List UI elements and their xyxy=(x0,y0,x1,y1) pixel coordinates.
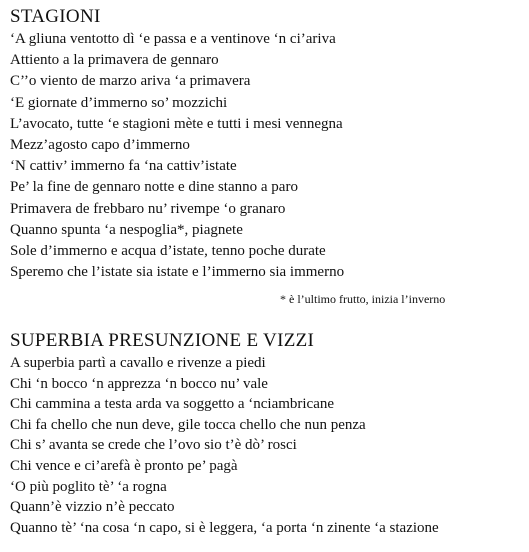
proverb-line: Chi vence e ci’arefà è pronto pe’ pagà xyxy=(10,457,238,474)
proverb-line: ‘O più poglito tè’ ‘a rogna xyxy=(10,478,167,495)
proverb-line: Quann’è vizzio n’è peccato xyxy=(10,499,175,516)
proverb-line: Chi s’ avanta se crede che l’ovo sio t’è dò’ rosci xyxy=(10,437,297,454)
proverb-line: Attiento a la primavera de gennaro xyxy=(10,52,219,69)
proverb-line: Speremo che l’istate sia istate e l’immerno sia immerno xyxy=(10,264,345,281)
section-title: STAGIONI xyxy=(10,6,101,27)
proverb-line: Pe’ la fine de gennaro notte e dine stanno a paro xyxy=(10,179,298,196)
proverb-line: Chi ‘n bocco ‘n apprezza ‘n bocco nu’ vale xyxy=(10,375,268,392)
proverb-line: Mezz’agosto capo d’immerno xyxy=(10,137,190,154)
section-superbia xyxy=(10,330,522,538)
proverb-line: C’’o viento de marzo ariva ‘a primavera xyxy=(10,73,251,90)
proverb-line: A superbia partì a cavallo e rivenze a piedi xyxy=(10,355,266,371)
proverb-line: ‘A gliuna ventotto dì ‘e passa e a ventinove ‘n ci’ariva xyxy=(10,31,336,47)
footnote: * è l’ultimo frutto, inizia l’inverno xyxy=(280,292,446,306)
proverb-line: ‘N cattiv’ immerno fa ‘na cattiv’istate xyxy=(10,158,237,175)
proverb-line: Primavera de frebbaro nu’ rivempe ‘o granaro xyxy=(10,200,286,217)
proverb-line: Sole d’immerno e acqua d’istate, tenno poche durate xyxy=(10,243,326,260)
proverb-line: ‘E giornate d’immerno so’ mozzichi xyxy=(10,94,228,111)
proverb-line: Chi fa chello che nun deve, gile tocca chello che nun penza xyxy=(10,416,366,433)
proverb-line: Chi cammina a testa arda va soggetto a ‘nciambricane xyxy=(10,396,335,413)
proverb-line: Quanno spunta ‘a nespoglia*, piagnete xyxy=(10,221,243,238)
proverb-line: Quanno tè’ ‘na cosa ‘n capo, si è leggera, ‘a porta ‘n zinente ‘a stazione xyxy=(10,519,439,536)
proverb-line: L’avocato, tutte ‘e stagioni mète e tutti i mesi vennegna xyxy=(10,115,343,132)
section-stagioni xyxy=(10,6,522,283)
section-title: SUPERBIA PRESUNZIONE E VIZZI xyxy=(10,330,315,351)
